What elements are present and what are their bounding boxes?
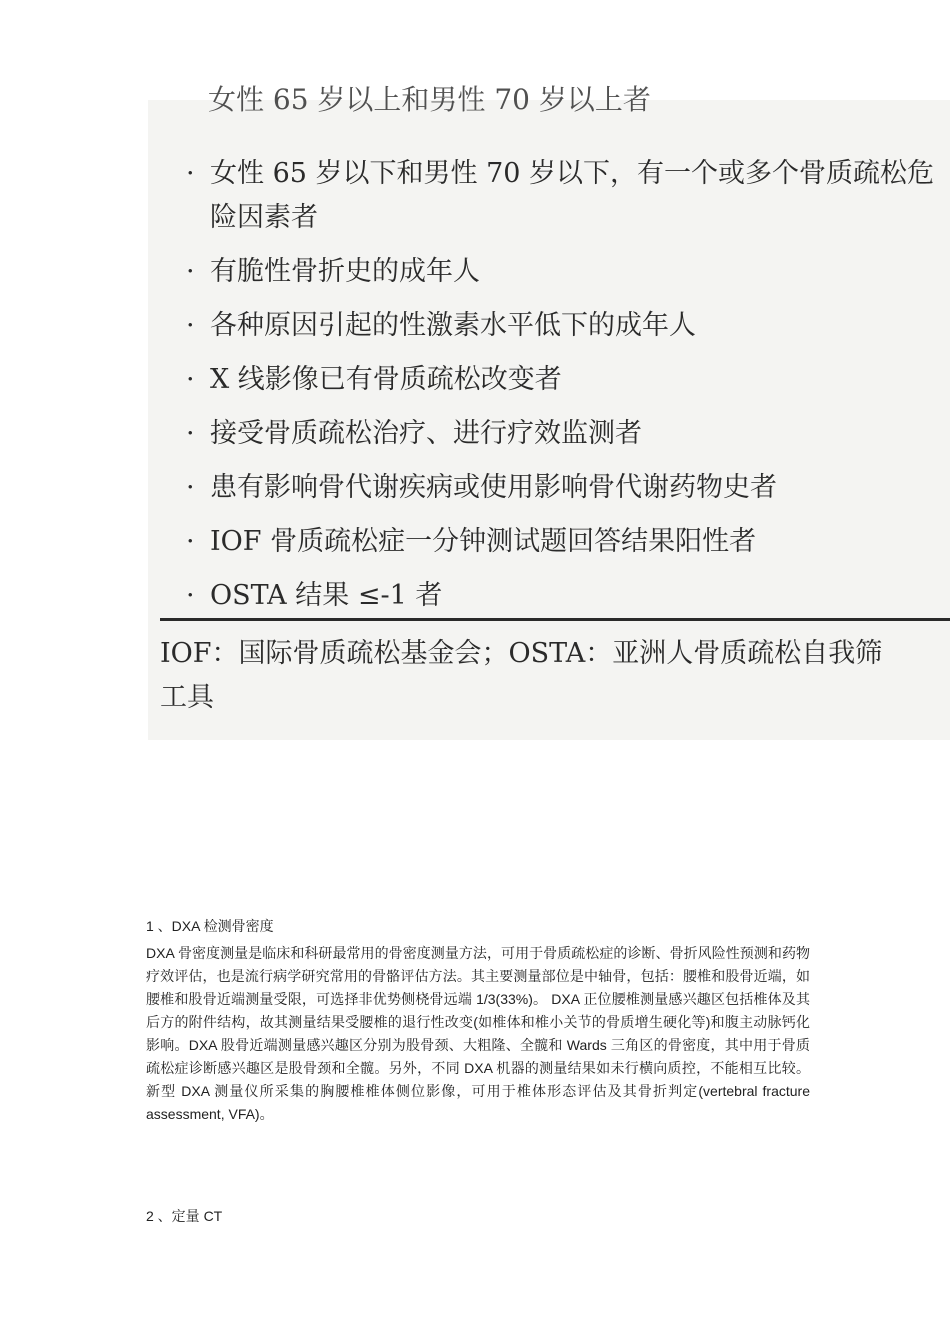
criteria-line: OSTA 结果 ≤-1 者 bbox=[210, 580, 443, 611]
table-bottom-rule bbox=[160, 618, 950, 621]
bullet-mark: · bbox=[186, 418, 195, 449]
footnote-line: IOF：国际骨质疏松基金会；OSTA：亚洲人骨质疏松自我筛 bbox=[160, 638, 883, 669]
document-body bbox=[146, 916, 810, 1224]
criteria-line: 患有影响骨代谢疾病或使用影响骨代谢药物史者 bbox=[210, 472, 777, 503]
bullet-mark: · bbox=[186, 158, 195, 189]
criteria-line: X 线影像已有骨质疏松改变者 bbox=[210, 364, 562, 395]
bullet-mark: · bbox=[186, 472, 195, 503]
criteria-line: 接受骨质疏松治疗、进行疗效监测者 bbox=[210, 418, 642, 449]
section-paragraph-dxa: DXA 骨密度测量是临床和科研最常用的骨密度测量方法，可用于骨质疏松症的诊断、骨折风险性预测和药物疗效评估，也是流行病学研究常用的骨骼评估方法。其主要测量部位是中轴骨，包括：腰椎和股骨近端，如腰椎和股骨近端测量受限，可选择非优势侧桡骨远端 1/3(33%)。 DXA 正位腰椎测量感兴趣区包括椎体及其后方的附件结构，故其测量结果受腰椎的退行性改变(如椎体和椎小关节的骨质增生硬化等)和腹主动脉钙化影响。DXA 股骨近端测量感兴趣区分别为股骨颈、大粗隆、全髋和 Wards 三角区的骨密度，其中用于骨质疏松症诊断感兴趣区是股骨颈和全髋。另外，不同 DXA 机器的测量结果如未行横向质控，不能相互比较。新型 DXA 测量仪所采集的胸腰椎椎体侧位影像，可用于椎体形态评估及其骨折判定(vertebral fracture assessment, VFA)。 bbox=[146, 945, 810, 1122]
footnote-line: 工具 bbox=[160, 682, 214, 713]
criteria-item-1 bbox=[186, 152, 950, 240]
criteria-item-3 bbox=[186, 304, 950, 348]
scanned-table-image bbox=[148, 83, 950, 740]
criteria-line: 各种原因引起的性激素水平低下的成年人 bbox=[210, 310, 696, 341]
criteria-list bbox=[186, 152, 950, 628]
criteria-line: IOF 骨质疏松症一分钟测试题回答结果阳性者 bbox=[210, 526, 757, 557]
criteria-line: 有脆性骨折史的成年人 bbox=[210, 256, 480, 287]
bullet-mark: · bbox=[186, 256, 195, 287]
criteria-item-2 bbox=[186, 250, 950, 294]
table-footnote bbox=[160, 632, 950, 720]
criteria-line: 女性 65 岁以下和男性 70 岁以下，有一个或多个骨质疏松危 bbox=[210, 158, 935, 189]
scan-cut-line: 女性 65 岁以上和男性 70 岁以上者 bbox=[208, 83, 651, 116]
bullet-mark: · bbox=[186, 364, 195, 395]
bullet-mark: · bbox=[186, 310, 195, 341]
section-heading-qct: 2 、定量 CT bbox=[146, 1208, 223, 1224]
criteria-item-7 bbox=[186, 520, 950, 564]
criteria-item-8 bbox=[186, 574, 950, 618]
bullet-mark: · bbox=[186, 580, 195, 611]
criteria-item-4 bbox=[186, 358, 950, 402]
section-heading-dxa: 1 、DXA 检测骨密度 bbox=[146, 918, 274, 934]
criteria-item-6 bbox=[186, 466, 950, 510]
criteria-line: 险因素者 bbox=[210, 202, 318, 233]
criteria-item-5 bbox=[186, 412, 950, 456]
bullet-mark: · bbox=[186, 526, 195, 557]
